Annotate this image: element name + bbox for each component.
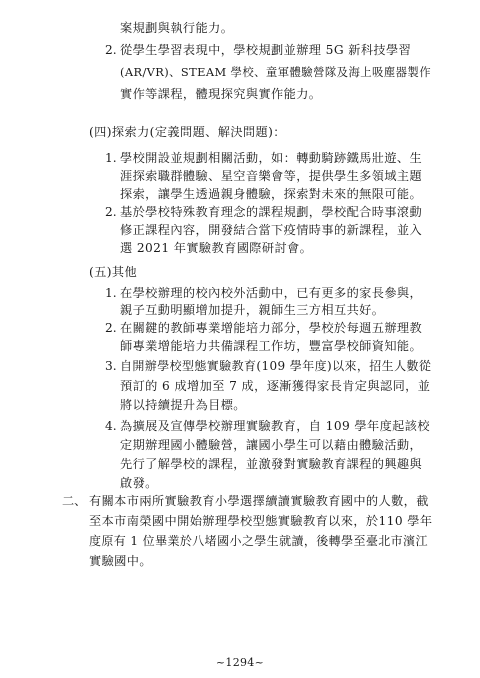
text-line: 在關鍵的教師專業增能培力部分，學校於每週五辦理教 xyxy=(120,321,423,335)
text-line: 定期辦理國小體驗營，讓國小學生可以藉由體驗活動， xyxy=(120,438,423,452)
text-line: 探索，讓學生透過親身體驗，探索對未來的無限可能。 xyxy=(120,187,423,201)
text-line: 選 2021 年實驗教育國際研討會。 xyxy=(120,241,313,255)
text-line: 涯探索職群體驗、星空音樂會等，提供學生多領域主題 xyxy=(120,169,423,183)
subsection-heading: (四)探索力(定義問題、解決問題)： xyxy=(89,125,286,139)
text-line: 至本市南榮國中開始辦理學校型態實驗教育以來，於110 學年 xyxy=(89,514,433,528)
text-line: 先行了解學校的課程，並激發對實驗教育課程的興趣與 xyxy=(120,457,423,471)
text-line: (AR/VR)、STEAM 學校、童軍體驗營隊及海上吸塵器製作 xyxy=(120,65,431,79)
text-line: 實作等課程，體現探究與實作能力。 xyxy=(120,87,322,101)
text-line: 親子互動明顯增加提升，親師生三方相互共好。 xyxy=(120,303,385,317)
text-line: 為擴展及宣傳學校辦理實驗教育，自 109 學年度起該校 xyxy=(120,419,430,433)
text-line: 啟發。 xyxy=(120,476,158,490)
list-marker: 2. xyxy=(105,321,117,335)
list-marker: 2. xyxy=(105,205,117,219)
text-line: 自開辦學校型態實驗教育(109 學年度)以來，招生人數從 xyxy=(120,359,432,373)
text-line: 實驗國中。 xyxy=(89,554,152,568)
list-marker: 3. xyxy=(105,359,117,373)
text-line: 師專業增能培力共備課程工作坊，豐富學校師資知能。 xyxy=(120,339,423,353)
text-line: 基於學校特殊教育理念的課程規劃，學校配合時事滾動 xyxy=(120,205,423,219)
page-number: ~1294~ xyxy=(215,656,265,669)
text-line: 度原有 1 位畢業於八堵國小之學生就讀，後轉學至臺北市濱江 xyxy=(89,534,428,548)
text-line: 從學生學習表現中，學校規劃並辦理 5G 新科技學習 xyxy=(120,43,412,57)
text-line: 學校開設並規劃相關活動，如：轉動騎跡鐵馬壯遊、生 xyxy=(120,151,423,165)
list-marker: 1. xyxy=(105,151,117,165)
list-marker: 2. xyxy=(105,43,117,57)
section-marker: 二、 xyxy=(62,494,87,508)
text-line: 預訂的 6 成增加至 7 成，逐漸獲得家長肯定與認同，並 xyxy=(120,379,431,393)
subsection-heading: (五)其他 xyxy=(89,265,138,279)
list-marker: 4. xyxy=(105,419,117,433)
text-line: 修正課程內容，開發結合當下疫情時事的新課程，並入 xyxy=(120,223,423,237)
text-line: 將以持續提升為目標。 xyxy=(120,398,246,412)
text-line: 有關本市兩所實驗教育小學選擇續讀實驗教育國中的人數，截 xyxy=(89,494,429,508)
text-line: 案規劃與執行能力。 xyxy=(120,21,234,35)
list-marker: 1. xyxy=(105,286,117,300)
text-line: 在學校辦理的校內校外活動中，已有更多的家長參與， xyxy=(120,286,423,300)
